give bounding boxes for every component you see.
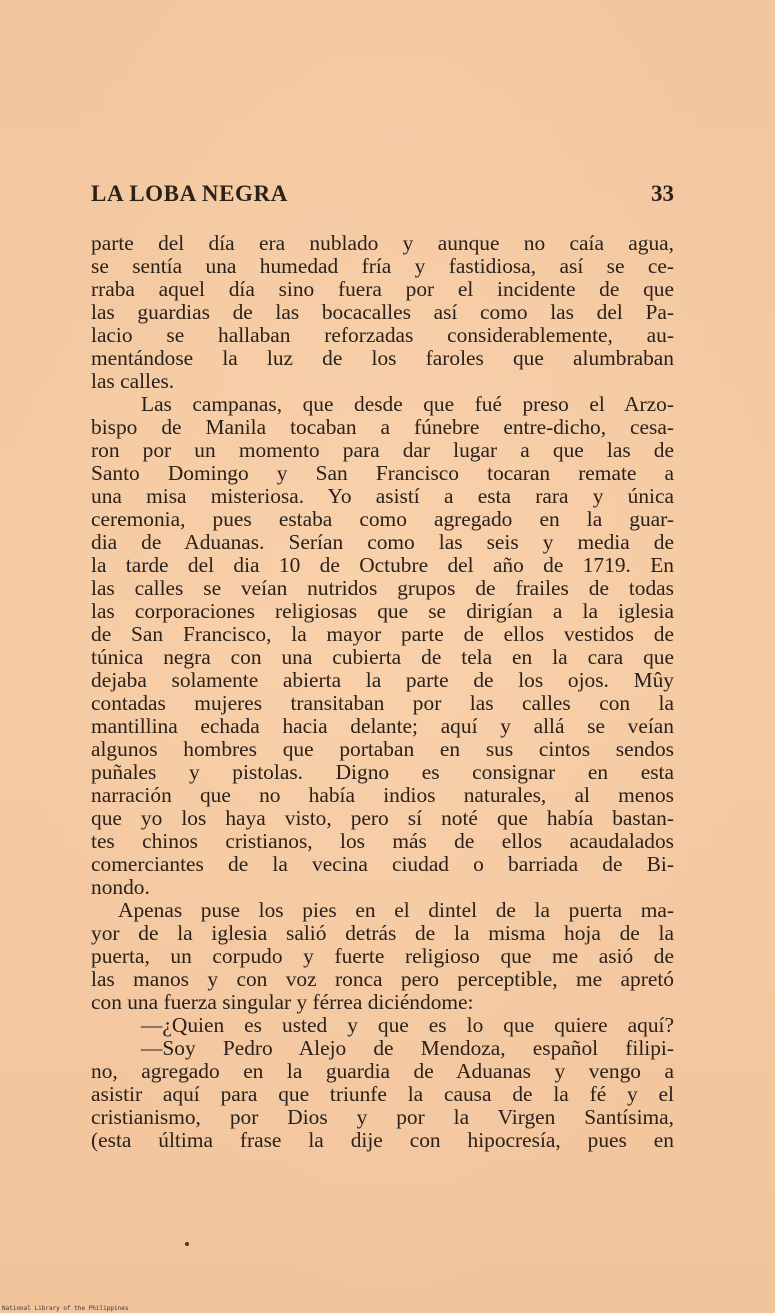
text-line: asistir aquí para que triunfe la causa de la fé y el bbox=[91, 1083, 674, 1106]
running-title: LA LOBA NEGRA bbox=[91, 181, 288, 206]
text-line: —Soy Pedro Alejo de Mendoza, español filipi- bbox=[141, 1037, 674, 1060]
text-line: Apenas puse los pies en el dintel de la puerta ma- bbox=[118, 899, 674, 922]
text-line: ceremonia, pues estaba como agregado en la guar- bbox=[91, 508, 674, 531]
text-line: contadas mujeres transitaban por las calles con la bbox=[91, 692, 674, 715]
body-text bbox=[91, 232, 674, 1152]
text-line: puñales y pistolas. Digno es consignar en esta bbox=[91, 761, 674, 784]
text-line: túnica negra con una cubierta de tela en la cara que bbox=[91, 646, 674, 669]
text-line: no, agregado en la guardia de Aduanas y vengo a bbox=[91, 1060, 674, 1083]
text-line: con una fuerza singular y férrea diciéndome: bbox=[91, 991, 474, 1014]
text-line: bispo de Manila tocaban a fúnebre entre-dicho, cesa- bbox=[91, 416, 674, 439]
text-line: (esta última frase la dije con hipocresía, pues en bbox=[91, 1129, 674, 1152]
text-line: Santo Domingo y San Francisco tocaran remate a bbox=[91, 462, 674, 485]
text-line: las guardias de las bocacalles así como las del Pa- bbox=[91, 301, 674, 324]
text-line: cristianismo, por Dios y por la Virgen Santísima, bbox=[91, 1106, 674, 1129]
text-line: las corporaciones religiosas que se dirigían a la iglesia bbox=[91, 600, 674, 623]
text-line: rraba aquel día sino fuera por el incidente de que bbox=[91, 278, 674, 301]
text-line: Las campanas, que desde que fué preso el Arzo- bbox=[141, 393, 674, 416]
text-line: de San Francisco, la mayor parte de ellos vestidos de bbox=[91, 623, 674, 646]
text-line: las calles. bbox=[91, 370, 175, 393]
library-credit: National Library of the Philippines bbox=[2, 1305, 129, 1312]
text-line: dejaba solamente abierta la parte de los ojos. Mûy bbox=[91, 669, 674, 692]
text-line: dia de Aduanas. Serían como las seis y media de bbox=[91, 531, 674, 554]
ink-speck bbox=[185, 1242, 189, 1246]
text-line: lacio se hallaban reforzadas considerablemente, au- bbox=[91, 324, 674, 347]
page-number: 33 bbox=[651, 181, 674, 206]
text-line: una misa misteriosa. Yo asistí a esta rara y única bbox=[91, 485, 674, 508]
text-line: se sentía una humedad fría y fastidiosa, así se ce- bbox=[91, 255, 674, 278]
text-line: tes chinos cristianos, los más de ellos acaudalados bbox=[91, 830, 674, 853]
text-line: narración que no había indios naturales, al menos bbox=[91, 784, 674, 807]
text-line: ron por un momento para dar lugar a que las de bbox=[91, 439, 674, 462]
text-line: mentándose la luz de los faroles que alumbraban bbox=[91, 347, 674, 370]
text-line: mantillina echada hacia delante; aquí y allá se veían bbox=[91, 715, 674, 738]
text-line: las calles se veían nutridos grupos de frailes de todas bbox=[91, 577, 674, 600]
text-line: algunos hombres que portaban en sus cintos sendos bbox=[91, 738, 674, 761]
text-line: las manos y con voz ronca pero perceptible, me apretó bbox=[91, 968, 674, 991]
page-header bbox=[91, 178, 674, 210]
text-line: nondo. bbox=[91, 876, 150, 899]
text-line: —¿Quien es usted y que es lo que quiere aquí? bbox=[141, 1014, 674, 1037]
text-line: puerta, un corpudo y fuerte religioso que me asió de bbox=[91, 945, 674, 968]
text-line: parte del día era nublado y aunque no caía agua, bbox=[91, 232, 674, 255]
text-line: la tarde del dia 10 de Octubre del año de 1719. En bbox=[91, 554, 674, 577]
text-line: comerciantes de la vecina ciudad o barriada de Bi- bbox=[91, 853, 674, 876]
text-line: yor de la iglesia salió detrás de la misma hoja de la bbox=[91, 922, 674, 945]
text-line: que yo los haya visto, pero sí noté que había bastan- bbox=[91, 807, 674, 830]
